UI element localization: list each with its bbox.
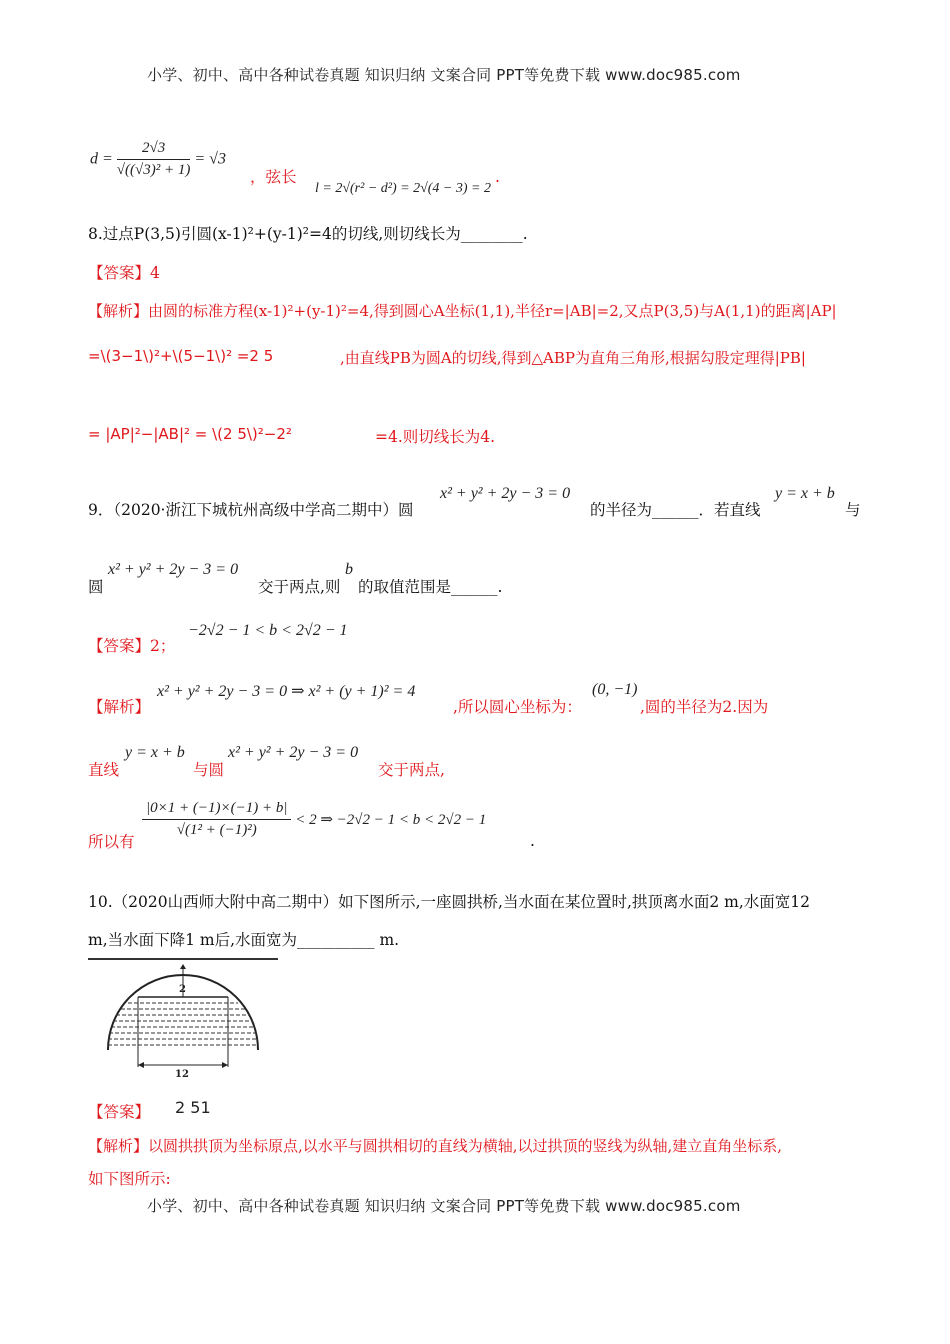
q9-analysis-txt1: ,所以圆心坐标为： — [453, 698, 582, 716]
q9-l2-lead: 圆 — [88, 578, 104, 596]
q10-line2: m,当水面下降1 m后,水面宽为__________ m. — [88, 931, 400, 949]
q9-center: (0, −1) — [592, 681, 638, 698]
q9-b: b — [345, 561, 353, 578]
arch-bridge-figure — [86, 955, 281, 1080]
q9-lead: 9．（2020·浙江下城杭州高级中学高二期中）圆 — [88, 501, 414, 519]
distance-formula: d = $\frac{2√3}{\text{√((√3)² + 1)}}$ = √3 — [90, 140, 226, 178]
q9-circle-eq-3: x² + y² + 2y − 3 = 0 — [228, 744, 359, 761]
q8-analysis-3: = |AP|²−|AB|² = \(2 5\)²−2² — [88, 425, 292, 443]
end-dot: . — [495, 168, 500, 186]
fig-label-2: 2 — [179, 984, 186, 995]
q9-answer-label: 【答案】2； — [88, 637, 176, 655]
q9-distance: $\frac{|0\times 1 + (-1)\times(-1) + b|}{\text{√(1² + (−1)²)}}$ < 2 ⇒ −2√2 − 1 < b < 2√2 − 1 — [142, 800, 486, 839]
q9-l2-end: 的取值范围是______. — [358, 578, 503, 596]
q9-line-label: 直线 — [88, 761, 120, 779]
q10-analysis-2: 如下图所示: — [88, 1170, 171, 1188]
q10-answer-label: 【答案】 — [88, 1103, 151, 1121]
q9-so-have: 所以有 — [88, 833, 135, 851]
q9-intersect: 交于两点, — [378, 761, 445, 779]
q8-analysis-3-end: =4.则切线长为4. — [375, 428, 496, 446]
q8-question: 8.过点P(3,5)引圆(x-1)²+(y-1)²=4的切线,则切线长为________. — [88, 225, 528, 243]
q9-analysis-eq: x² + y² + 2y − 3 = 0 ⇒ x² + (y + 1)² = 4 — [157, 683, 416, 700]
q10-line1: 10.（2020山西师大附中高二期中）如下图所示,一座圆拱桥,当水面在某位置时,拱顶离水面2 m,水面宽12 — [88, 893, 811, 911]
q8-analysis-2-eq: =\(3−1\)²+\(5−1\)² =2 5 — [88, 347, 274, 365]
q10-analysis-1: 【解析】以圆拱拱顶为坐标原点,以水平与圆拱相切的直线为横轴,以过拱顶的竖线为纵轴,建立直角坐标系, — [88, 1137, 783, 1155]
q9-line-eq-2: y = x + b — [125, 744, 185, 761]
q9-yu-circle: 与圆 — [193, 761, 225, 779]
q9-analysis-txt2: ,圆的半径为2.因为 — [640, 698, 769, 716]
chord-formula: l = 2√(r² − d²) = 2√(4 − 3) = 2 — [315, 181, 491, 196]
q9-line-eq: y = x + b — [775, 485, 835, 502]
q9-yu: 与 — [845, 501, 861, 519]
q9-analysis-label: 【解析】 — [88, 698, 151, 716]
page-footer: 小学、初中、高中各种试卷真题 知识归纳 文案合同 PPT等免费下载 www.doc985.com — [147, 1197, 741, 1215]
fig-label-12: 12 — [175, 1069, 189, 1080]
page-header: 小学、初中、高中各种试卷真题 知识归纳 文案合同 PPT等免费下载 www.doc985.com — [147, 66, 741, 84]
q9-dot: . — [530, 832, 535, 850]
q9-l2-mid: 交于两点,则 — [258, 578, 341, 596]
q8-analysis-2-text: ,由直线PB为圆A的切线,得到△ABP为直角三角形,根据勾股定理得|PB| — [340, 349, 806, 367]
q9-circle-eq: x² + y² + 2y − 3 = 0 — [440, 485, 571, 502]
q9-circle-eq-2: x² + y² + 2y − 3 = 0 — [108, 561, 239, 578]
q8-answer: 【答案】4 — [88, 264, 160, 282]
chord-label: ，弦长 — [250, 168, 297, 186]
q9-mid: 的半径为______．若直线 — [590, 501, 761, 519]
q10-answer-value: 2 51 — [175, 1098, 211, 1117]
q8-analysis-1: 【解析】由圆的标准方程(x-1)²+(y-1)²=4,得到圆心A坐标(1,1),半径r=|AB|=2,又点P(3,5)与A(1,1)的距离|AP| — [88, 302, 837, 320]
q9-answer-range: −2√2 − 1 < b < 2√2 − 1 — [188, 622, 348, 639]
